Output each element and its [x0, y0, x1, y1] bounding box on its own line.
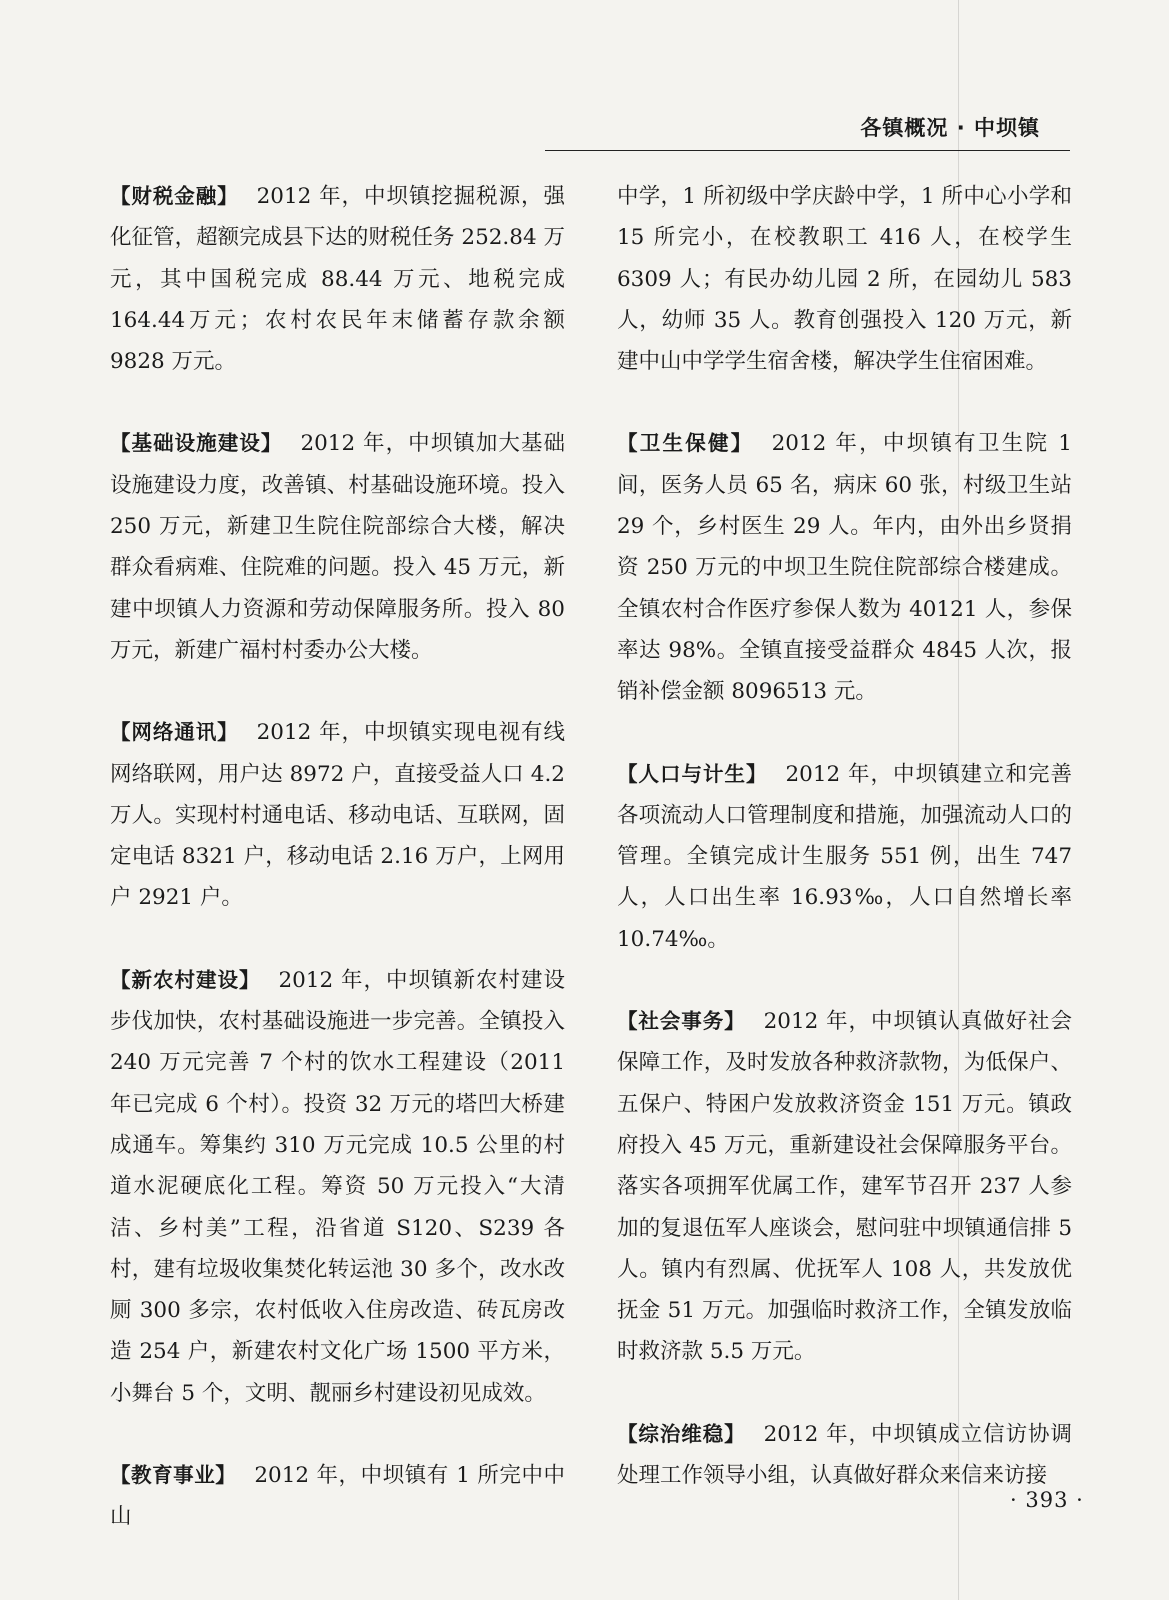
section-health	[617, 423, 1072, 712]
section-body: 2012 年，中坝镇建立和完善各项流动人口管理制度和措施，加强流动人口的管理。全镇完成计生服务 551 例，出生 747 人，人口出生率 16.93‰，人口自然增长率 10.74‰。	[617, 761, 1072, 952]
section-network	[110, 712, 565, 918]
section-tag: 【财税金融】	[110, 184, 239, 208]
section-population	[617, 754, 1072, 960]
section-body: 2012 年，中坝镇有 1 所完中中山	[110, 1463, 566, 1530]
section-body: 中学，1 所初级中学庆龄中学，1 所中心小学和 15 所完小，在校教职工 416 人，在校学生 6309 人；有民办幼儿园 2 所，在园幼儿 583 人，幼师 35 人。教育创强投入 120 万元，新建中山中学学生宿舍楼，解决学生住宿困难。	[617, 184, 1072, 375]
section-tag: 【人口与计生】	[617, 761, 768, 786]
section-body: 2012 年，中坝镇认真做好社会保障工作，及时发放各种救济款物，为低保户、五保户、特困户发放救济资金 151 万元。镇政府投入 45 万元，重新建设社会保障服务平台。落实各项拥军优属工作，建军节召开 237 人参加的复退伍军人座谈会，慰问驻中坝镇通信排 5 人。镇内有烈属、优抚军人 108 人，共发放优抚金 51 万元。加强临时救济工作，全镇发放临时救济款 5.5 万元。	[617, 1009, 1072, 1365]
running-header	[545, 106, 1070, 151]
section-tag: 【社会事务】	[617, 1009, 746, 1034]
section-body: 2012 年，中坝镇有卫生院 1 间，医务人员 65 名，病床 60 张，村级卫生站 29 个，乡村医生 29 人。年内，由外出乡贤捐资 250 万元的中坝卫生院住院部综合楼建成。全镇农村合作医疗参保人数为 40121 人，参保率达 98%。全镇直接受益群众 4845 人次，报销补偿金额 8096513 元。	[617, 431, 1072, 705]
section-body: 2012 年，中坝镇加大基础设施建设力度，改善镇、村基础设施环境。投入 250 万元，新建卫生院住院部综合大楼，解决群众看病难、住院难的问题。投入 45 万元，新建中坝镇人力资源和劳动保障服务所。投入 80 万元，新建广福村村委办公大楼。	[110, 431, 566, 663]
section-social-affairs	[617, 1001, 1072, 1373]
section-stability	[617, 1414, 1072, 1497]
right-column	[617, 176, 1072, 1537]
section-body: 2012 年，中坝镇挖掘税源，强化征管，超额完成县下达的财税任务 252.84 万元，其中国税完成 88.44 万元、地税完成 164.44万元；农村农民年末储蓄存款余额 9828 万元。	[110, 184, 565, 375]
section-education	[110, 1455, 565, 1538]
left-column	[110, 176, 565, 1579]
section-tag: 【教育事业】	[110, 1463, 237, 1488]
section-body: 2012 年，中坝镇成立信访协调处理工作领导小组，认真做好群众来信来访接	[617, 1421, 1072, 1489]
section-education-continued	[617, 176, 1072, 382]
header-title: 各镇概况 · 中坝镇	[860, 116, 1040, 140]
section-infrastructure	[110, 423, 565, 671]
section-finance	[110, 176, 565, 382]
section-tag: 【综治维稳】	[617, 1421, 746, 1446]
page-number: · 393 ·	[1010, 1488, 1084, 1512]
section-tag: 【新农村建设】	[110, 967, 261, 992]
section-tag: 【卫生保健】	[617, 431, 754, 456]
section-body: 2012 年，中坝镇实现电视有线网络联网，用户达 8972 户，直接受益人口 4.2 万人。实现村村通电话、移动电话、互联网，固定电话 8321 户，移动电话 2.16 万户，上网用户 2921 户。	[110, 720, 565, 911]
section-tag: 【网络通讯】	[110, 720, 239, 745]
section-tag: 【基础设施建设】	[110, 431, 283, 456]
section-new-village	[110, 960, 565, 1414]
section-body: 2012 年，中坝镇新农村建设步伐加快，农村基础设施进一步完善。全镇投入 240 万元完善 7 个村的饮水工程建设（2011 年已完成 6 个村）。投资 32 万元的塔凹大桥建成通车。筹集约 310 万元完成 10.5 公里的村道水泥硬底化工程。筹资 50 万元投入“大清洁、乡村美”工程，沿省道 S120、S239 各村，建有垃圾收集焚化转运池 30 多个，改水改厕 300 多宗，农村低收入住房改造、砖瓦房改造 254 户，新建农村文化广场 1500 平方米，小舞台 5 个，文明、靓丽乡村建设初见成效。	[110, 967, 565, 1406]
